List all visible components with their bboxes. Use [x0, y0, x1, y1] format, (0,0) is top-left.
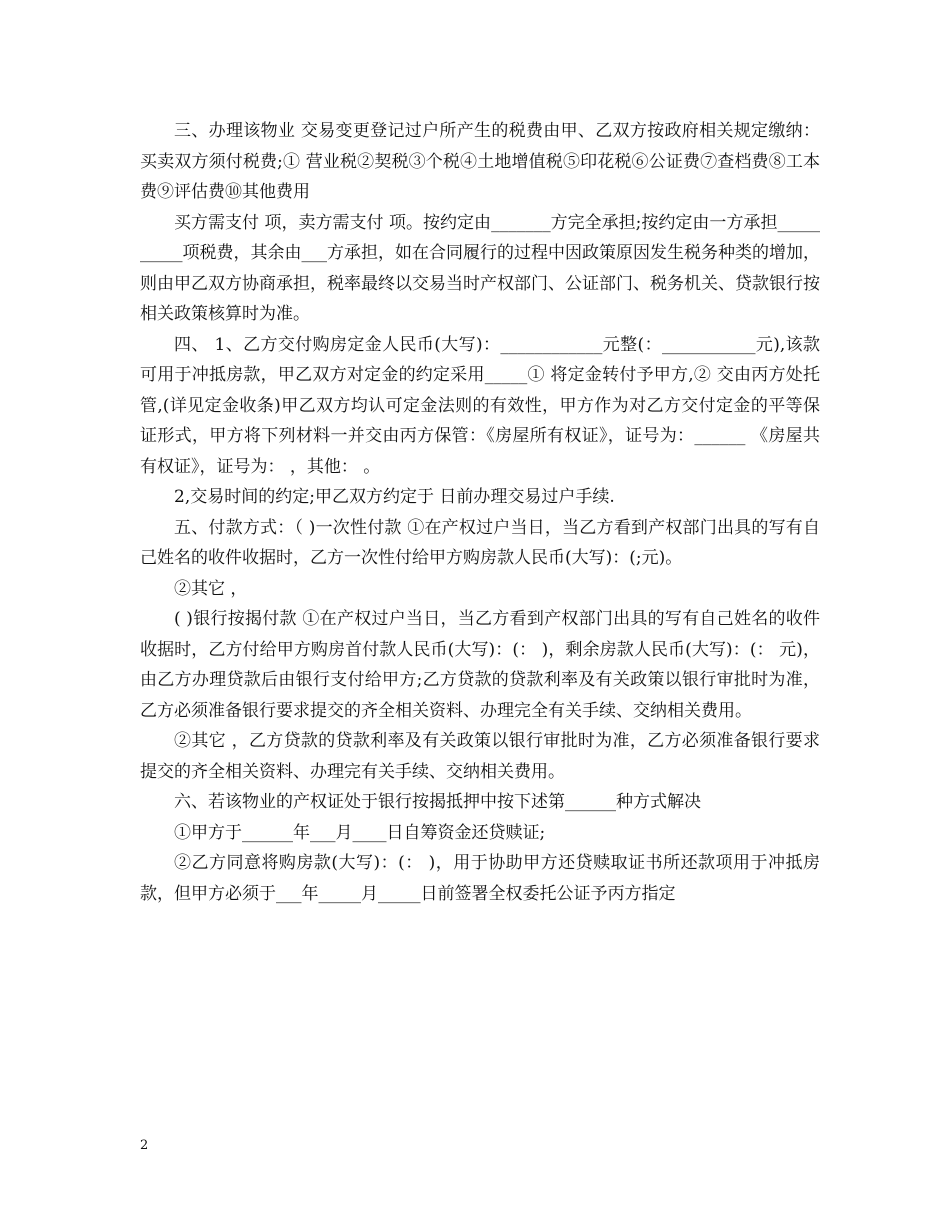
clause-mortgage-payment: ( )银行按揭付款 ①在产权过户当日，当乙方看到产权部门出具的写有自己姓名的收件收据时，乙方付给甲方购房首付款人民币(大写)：(： )，剩余房款人民币(大写)：(： 元)，由乙方办理贷款后由银行支付给甲方;乙方贷款的贷款利率及有关政策以银行审批时为准，乙方必须准备银行要求提交的齐全相关资料、办理完全有关手续、交纳相关费用。 [140, 609, 820, 721]
clause-six-option-two: ②乙方同意将购房款(大写)：(： )，用于协助甲方还贷赎取证书所还款项用于冲抵房款，但甲方必须于___年_____月_____日前签署全权委托公证予丙方指定 [140, 853, 820, 904]
clause-payment-other: ②其它 ， [174, 578, 248, 599]
contract-body [140, 116, 820, 909]
clause-six-option-one: ①甲方于______年___月____日自筹资金还贷赎证; [174, 822, 546, 843]
clause-five-payment: 五、付款方式：（ )一次性付款 ①在产权过户当日，当乙方看到产权部门出具的写有自己姓名的收件收据时，乙方一次性付给甲方购房款人民币(大写)：(;元)。 [140, 517, 820, 568]
clause-mortgage-other: ②其它 ，乙方贷款的贷款利率及有关政策以银行审批时为准，乙方必须准备银行要求提交的齐全相关资料、办理完有关手续、交纳相关费用。 [140, 731, 820, 782]
clause-six-mortgage-title: 六、若该物业的产权证处于银行按揭抵押中按下述第______种方式解决 [174, 792, 701, 812]
clause-four-deposit: 四、 1、乙方交付购房定金人民币(大写)：____________元整(：___________元),该款可用于冲抵房款，甲乙双方对定金的约定采用_____① 将定金转付予甲方,② 交由丙方处托管,(详见定金收条)甲乙双方均认可定金法则的有效性，甲方作为对乙方交付定金的平等保证形式，甲方将下列材料一并交由丙方保管：《房屋所有权证》，证号为：______ 《房屋共有权证》，证号为： ，其他： 。 [140, 334, 820, 477]
clause-tax-allocation: 买方需支付 项，卖方需支付 项。按约定由_______方完全承担;按约定由一方承担__________项税费，其余由___方承担，如在合同履行的过程中因政策原因发生税务种类的增加，则由甲乙双方协商承担，税率最终以交易当时产权部门、公证部门、税务机关、贷款银行按相关政策核算时为准。 [140, 212, 820, 324]
clause-three-tax-fees: 三、办理该物业 交易变更登记过户所产生的税费由甲、乙双方按政府相关规定缴纳：买卖双方须付税费;① 营业税②契税③个税④土地增值税⑤印花税⑥公证费⑦查档费⑧工本费⑨评估费⑩其他费用 [140, 121, 820, 202]
clause-transaction-time: 2,交易时间的约定;甲乙双方约定于 日前办理交易过户手续. [174, 487, 615, 507]
page-number: 2 [140, 1138, 149, 1153]
